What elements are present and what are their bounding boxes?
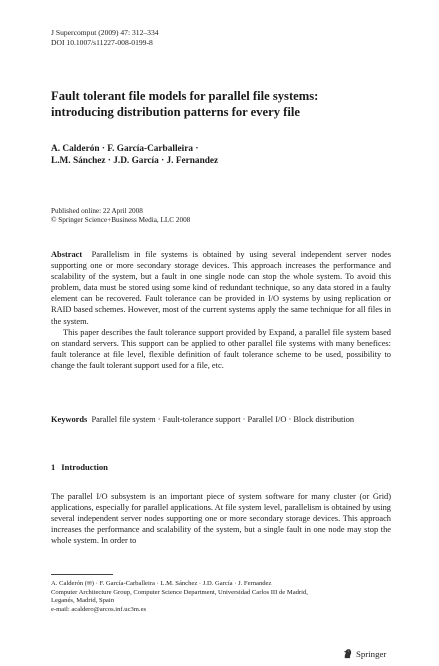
abstract-section	[51, 249, 391, 371]
journal-doi: DOI 10.1007/s11227-008-0199-8	[51, 37, 153, 47]
publisher-name: Springer	[356, 648, 387, 659]
envelope-icon: ✉	[87, 581, 92, 587]
publication-info	[51, 207, 391, 226]
abstract-paragraph-1	[51, 249, 391, 327]
publisher-mark	[342, 648, 386, 659]
introduction-paragraph-1: The parallel I/O subsystem is an important piece of system software for many cluster (or Grid) applications, especially for parallel applications. At file system level, parallelism is obtained by using several independent server nodes supporting one or more secondary storage devices. This approach increases the performance and scalability of the system, but a single fault in one node may stop the whole system. In order to	[51, 492, 391, 546]
footnote-authors-prefix: A. Calderón (	[51, 580, 88, 587]
keywords-label: Keywords	[51, 415, 88, 424]
footnote-affiliation-1: Computer Architecture Group, Computer Science Department, Universidad Carlos III de Madrid,	[51, 588, 308, 596]
published-online-date: Published online: 22 April 2008	[51, 207, 143, 215]
footnote-affiliation-2: Leganés, Madrid, Spain	[51, 597, 114, 605]
footnote-email-label: e-mail:	[51, 605, 70, 613]
paper-title	[51, 89, 391, 120]
footnote-divider	[51, 574, 113, 575]
footnote-email-link[interactable]: acaldero@arcos.inf.uc3m.es	[71, 605, 147, 613]
author-footnote	[51, 580, 391, 614]
section-title: Introduction	[61, 462, 108, 472]
paper-title-line-2: introducing distribution patterns for every file	[51, 104, 300, 119]
paper-title-line-1: Fault tolerant file models for parallel file systems:	[51, 89, 319, 103]
copyright-notice: © Springer Science+Business Media, LLC 2008	[51, 216, 191, 225]
abstract-text-1: Parallelism in file systems is obtained by using several independent server nodes supporting one or more secondary storage devices. This approach increases the performance and scalability of the system, but a fault in one single node can stop the whole system. To avoid this problem, data must be stored using some kind of redundant technique, so any data stored in a faulty element can be recovered. Fault tolerance can be provided in I/O systems by using replication or RAID based schemes. However, most of the current systems apply the same technique for all files in the system.	[51, 250, 392, 326]
journal-citation: J Supercomput (2009) 47: 312–334	[51, 28, 159, 37]
section-number: 1	[51, 462, 56, 472]
footnote-authors	[51, 580, 391, 589]
author-line-2: L.M. Sánchez · J.D. García · J. Fernandez	[51, 156, 219, 167]
journal-reference	[51, 28, 391, 47]
author-list	[51, 143, 391, 167]
abstract-label: Abstract	[51, 250, 83, 259]
footnote-email-line	[51, 606, 391, 615]
keywords-section	[51, 414, 391, 425]
footnote-authors-suffix: ) · F. García-Carballeira · L.M. Sánchez · J.D. García · J. Fernandez	[91, 580, 272, 587]
author-line-1: A. Calderón · F. García-Carballeira ·	[51, 144, 199, 154]
introduction-body	[51, 491, 391, 546]
keywords-text: Parallel file system · Fault-tolerance support · Parallel I/O · Block distribution	[91, 415, 355, 424]
abstract-paragraph-2: This paper describes the fault tolerance support provided by Expand, a parallel file system based on standard servers. This support can be applied to other parallel file systems with many benefices: fault tolerance at file level, flexible definition of fault tolerance scheme to be used, possibility to change the fault tolerant support used for a file, etc.	[51, 327, 391, 370]
springer-knight-icon	[342, 648, 353, 659]
section-heading-introduction	[51, 462, 391, 472]
